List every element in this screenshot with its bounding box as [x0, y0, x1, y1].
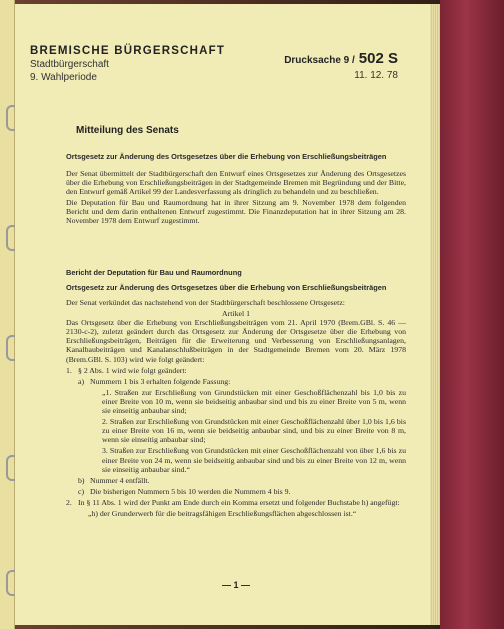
list-item	[66, 487, 406, 496]
document-date: 11. 12. 78	[354, 70, 398, 81]
list-text: In § 11 Abs. 1 wird der Punkt am Ende durch ein Komma ersetzt und folgender Buchstabe h) angefügt:	[78, 497, 400, 507]
list-item	[66, 498, 406, 507]
page-number: — 1 —	[221, 580, 250, 590]
binder-strip	[0, 0, 15, 629]
org-name: BREMISCHE BÜRGERSCHAFT	[30, 45, 226, 57]
list-text: Nummern 1 bis 3 erhalten folgende Fassung:	[90, 376, 231, 386]
list-text: Nummer 4 entfällt.	[90, 475, 150, 485]
list-text: Die bisherigen Nummern 5 bis 10 werden die Nummern 4 bis 9.	[90, 486, 291, 496]
paragraph: Der Senat verkündet das nachstehend von der Stadtbürgerschaft beschlossene Ortsgesetz:	[66, 298, 345, 307]
list-marker: a)	[78, 376, 85, 386]
letterhead	[30, 45, 225, 83]
section-title: Ortsgesetz zur Änderung des Ortsgesetzes über die Erhebung von Erschließungsbeiträgen	[66, 283, 387, 292]
folder-cover	[440, 0, 504, 629]
report-heading: Bericht der Deputation für Bau und Raumordnung	[66, 268, 242, 277]
section-senate	[66, 152, 406, 226]
list-marker: c)	[78, 486, 85, 496]
list-item: 2. Straßen zur Erschließung von Grundstücken mit einer Geschoßflächenzahl über 1,0 bis 1,6 bis zu einer Breite von 16 m, wenn sie beidseitig anbaubar sind, und bis zu einer Breite von 8 m, wenn sie einseitig anbaubar sind;	[102, 417, 406, 445]
document-heading: Mitteilung des Senats	[76, 125, 179, 136]
document-id	[258, 50, 398, 81]
artikel-heading: Artikel 1	[222, 309, 250, 319]
org-sub: Stadtbürgerschaft	[30, 59, 109, 70]
section-report	[66, 268, 406, 518]
paragraph: Das Ortsgesetz über die Erhebung von Erschließungsbeiträgen vom 21. April 1970 (Brem.GBl. S. 46 — 2130-c-2), zuletzt geändert durch das Ortsgesetz zur Änderung der Ortsgesetze über die Erhebung von Erschließungsbeiträgen, Beiträgen für die Erweiterung und Verbesserung von Erschließungsanlagen, Kanalbaubeiträgen und Kanalanschlußbeiträgen in der Stadtgemeinde Bremen vom 20. März 1978 (Brem.GBl. S. 103) wird wie folgt geändert:	[66, 318, 406, 364]
drucksache-label: Drucksache 9 /	[284, 55, 355, 66]
list-item: „1. Straßen zur Erschließung von Grundstücken mit einer Geschoßflächenzahl bis 1,0 bis zu einer Breite von 10 m, wenn sie beidseitig anbaubar sind und bis zu einer Breite von 5 m, wenn sie einseitig anbaubar sind;	[102, 387, 406, 416]
paragraph: Der Senat übermittelt der Stadtbürgerschaft den Entwurf eines Ortsgesetzes zur Änderung des Ortsgesetzes über die Erhebung von Erschließungsbeiträgen in der Stadtgemeinde Bremen mit Begründung und der Bitte, den Entwurf gemäß Artikel 99 der Landesverfassung als dringlich zu behandeln und zu beschließen.	[66, 169, 406, 197]
list-item	[66, 377, 406, 386]
drucksache-number: 502 S	[358, 50, 398, 67]
list-marker: 1.	[66, 365, 72, 375]
list-marker: b)	[78, 475, 85, 485]
list-item: 3. Straßen zur Erschließung von Grundstücken mit einer Geschoßflächenzahl von über 1,6 bis zu einer Breite von 24 m, wenn sie beidseitig anbaubar sind und bis zu einer Breite von 12 m, wenn sie einseitig anbaubar sind.“	[102, 446, 406, 474]
drucksache	[258, 50, 398, 68]
page-stack-edge	[430, 4, 440, 625]
list-marker: 2.	[66, 497, 72, 507]
paragraph: Die Deputation für Bau und Raumordnung hat in ihrer Sitzung am 9. November 1978 dem folgenden Bericht und dem darin enthaltenen Entwurf zugestimmt. Die Finanzdeputation hat in ihrer Sitzung am 28. November 1978 dem Entwurf zugestimmt.	[66, 198, 406, 226]
legislative-period: 9. Wahlperiode	[30, 72, 97, 83]
list-item	[66, 366, 406, 375]
list-item	[66, 476, 406, 485]
list-text: § 2 Abs. 1 wird wie folgt geändert:	[78, 365, 187, 375]
section-title: Ortsgesetz zur Änderung des Ortsgesetzes über die Erhebung von Erschließungsbeiträgen	[66, 152, 387, 161]
list-item: „h) der Grunderwerb für die beitragsfähigen Erschließungsflächen abgeschlossen ist.“	[88, 508, 357, 518]
